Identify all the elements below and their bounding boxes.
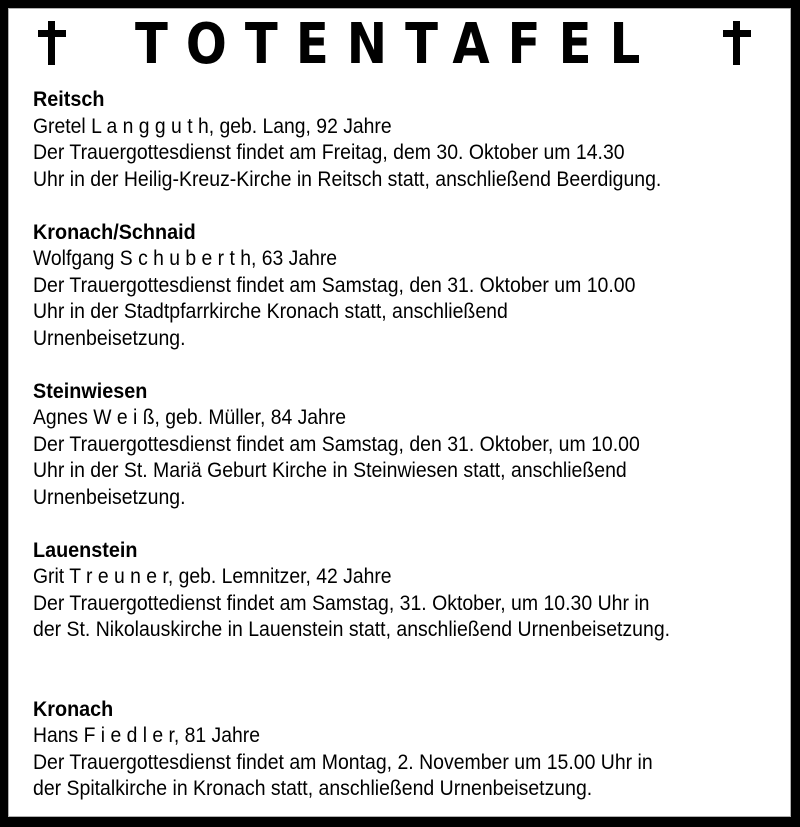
surname: T r e u n e r <box>69 564 168 588</box>
obituary-board <box>9 9 790 816</box>
obituary-entry <box>33 696 737 802</box>
given-name: Agnes <box>33 405 88 429</box>
header <box>9 9 790 79</box>
given-name: Wolfgang <box>33 246 115 270</box>
given-name: Gretel <box>33 113 86 138</box>
deceased-name <box>33 563 667 590</box>
name-details: , 81 Jahre <box>173 723 260 747</box>
deceased-name <box>33 245 667 272</box>
service-text-line: Der Trauergottesdienst findet am Freitag, dem 30. Oktober um 14.30 <box>33 140 625 164</box>
given-name: Hans <box>33 723 79 747</box>
obituary-list <box>33 86 737 802</box>
place-heading: Kronach/Schnaid <box>33 219 196 244</box>
cross-icon <box>723 21 751 65</box>
service-text-line: Der Trauergottesdienst findet am Samstag, den 31. Oktober, um 10.00 <box>33 431 640 456</box>
place-heading: Kronach <box>33 696 114 721</box>
service-text-line: Der Trauergottedienst findet am Samstag, 31. Oktober, um 10.30 Uhr in <box>33 590 650 615</box>
cross-icon <box>38 21 66 65</box>
surname: F i e d l e r <box>83 723 174 747</box>
service-text-line: Uhr in der Stadtpfarrkirche Kronach statt, anschließend <box>33 299 508 323</box>
place-heading: Reitsch <box>33 87 105 111</box>
service-text-line: Der Trauergottesdienst findet am Montag, 2. November um 15.00 Uhr in <box>33 749 653 774</box>
surname: L a n g g u t h <box>91 113 209 138</box>
page-title: TOTENTAFEL <box>135 12 659 77</box>
surname: W e i ß <box>93 405 155 429</box>
deceased-name <box>33 404 667 431</box>
service-text-line: der Spitalkirche in Kronach statt, anschließend Urnenbeisetzung. <box>33 776 593 800</box>
given-name: Grit <box>33 564 65 588</box>
service-text-line: der St. Nikolauskirche in Lauenstein statt, anschließend Urnenbeisetzung. <box>33 617 671 641</box>
obituary-entry <box>33 219 737 352</box>
name-details: , geb. Müller, 84 Jahre <box>154 405 347 429</box>
name-details: , geb. Lemnitzer, 42 Jahre <box>167 564 392 588</box>
service-text-line: Urnenbeisetzung. <box>33 325 186 350</box>
surname: S c h u b e r t h <box>119 246 252 270</box>
place-heading: Lauenstein <box>33 537 138 562</box>
obituary-entry <box>33 537 737 643</box>
obituary-entry <box>33 86 737 192</box>
place-heading: Steinwiesen <box>33 378 148 403</box>
service-text-line: Urnenbeisetzung. <box>33 484 186 509</box>
name-details: , geb. Lang, 92 Jahre <box>208 113 392 138</box>
deceased-name <box>33 722 667 749</box>
deceased-name <box>33 113 667 140</box>
service-text-line: Der Trauergottesdienst findet am Samstag, den 31. Oktober um 10.00 <box>33 272 636 297</box>
name-details: , 63 Jahre <box>251 246 338 270</box>
obituary-entry <box>33 378 737 511</box>
service-text-line: Uhr in der Heilig-Kreuz-Kirche in Reitsch statt, anschließend Beerdigung. <box>33 166 662 191</box>
service-text-line: Uhr in der St. Mariä Geburt Kirche in Steinwiesen statt, anschließend <box>33 458 627 482</box>
